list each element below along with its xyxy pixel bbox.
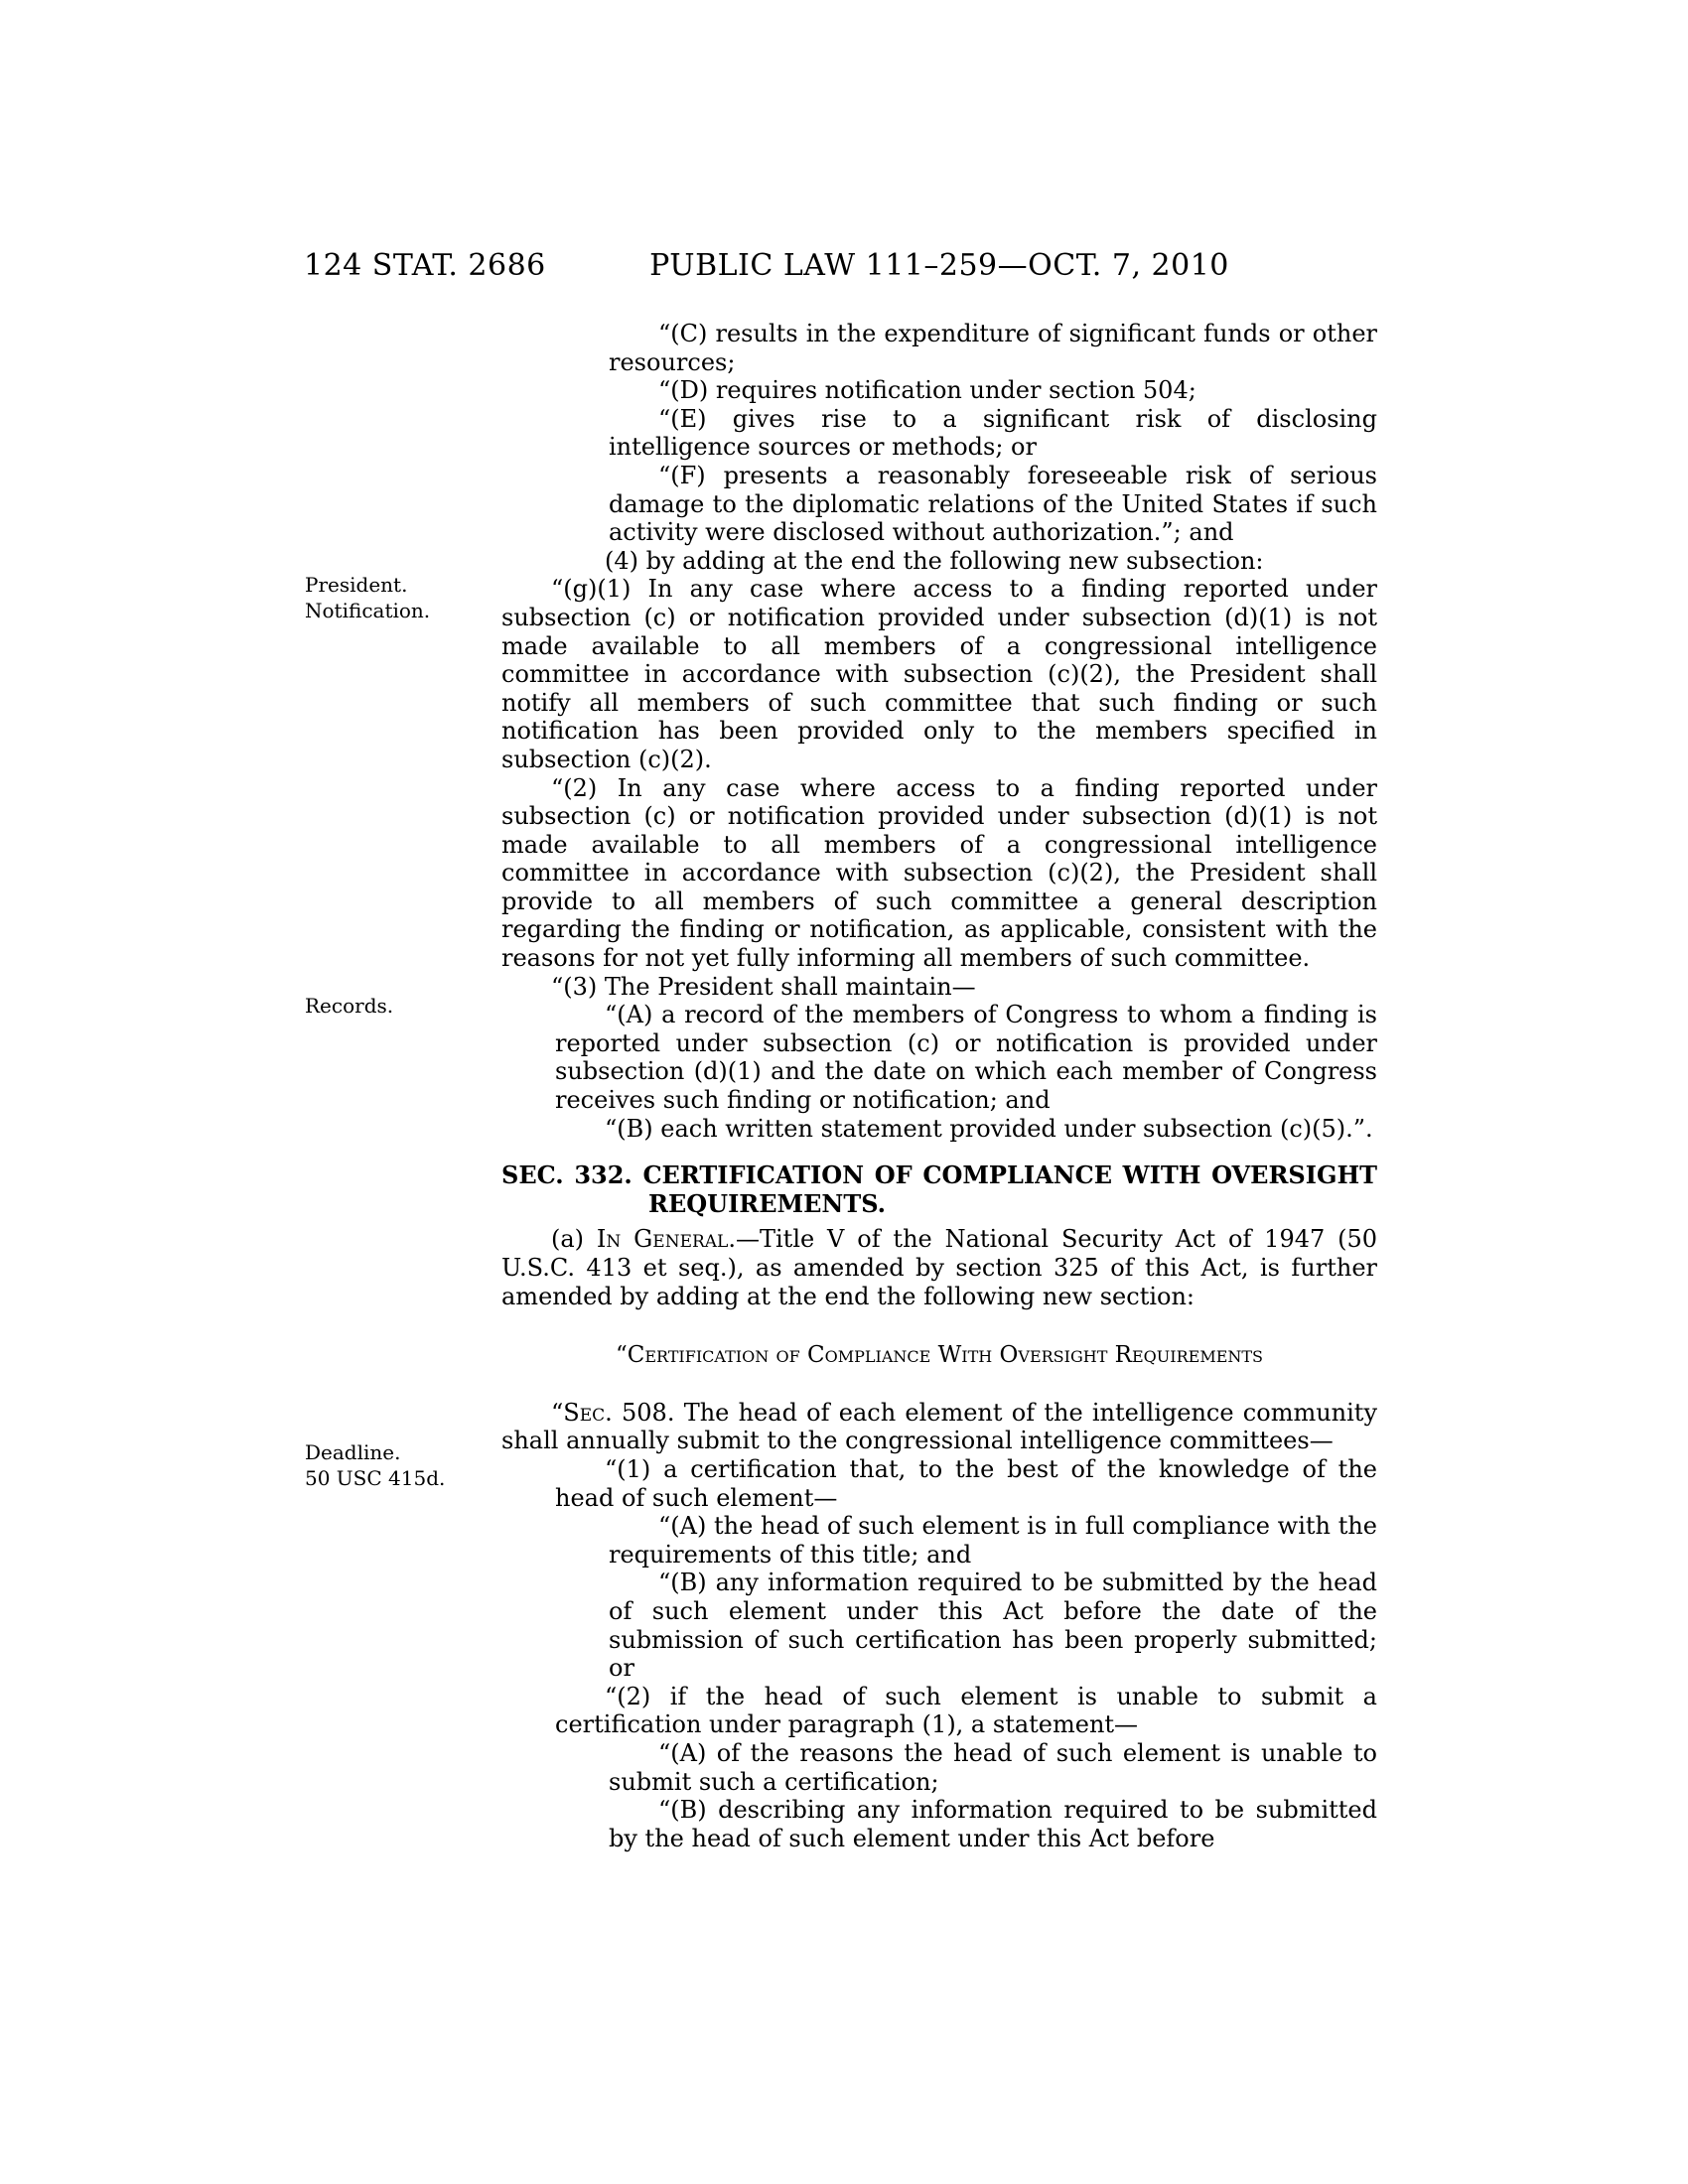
subsection-g-paragraph-2 xyxy=(501,774,1377,973)
subsection-g-paragraph-3 xyxy=(501,973,1377,1002)
text-run: Certification of Compliance With Oversight Requirements xyxy=(627,1342,1264,1369)
text-run: “(g)(1) In any case where access to a finding reported under subsection (c) or notification provided under subsection (d)(1) is not made available to all members of a congressional intelligence committee in accordance with subsection (c)(2), the President shall notify all members of such committee that such finding or such notification has been provided only to the members specified in subsection (c)(2). xyxy=(501,575,1377,773)
text-run: “ xyxy=(615,1342,628,1369)
text-run: The head of each element of the intelligence community shall annually submit to the congressional intelligence committees— xyxy=(501,1398,1377,1455)
text-run: SEC. 332. CERTIFICATION OF COMPLIANCE WITH OVERSIGHT REQUIREMENTS. xyxy=(501,1160,1377,1218)
text-run: “(3) The President shall maintain— xyxy=(551,972,976,1001)
margin-note-line: Deadline. xyxy=(305,1440,401,1464)
page-number: 124 STAT. 2686 xyxy=(304,248,546,283)
text-run: “ xyxy=(551,1398,564,1427)
subparagraph-F xyxy=(609,462,1377,547)
text-run: “(A) of the reasons the head of such element is unable to submit such a certification; xyxy=(609,1738,1377,1796)
margin-note-line: President. xyxy=(305,573,408,597)
subsection-a-in-general xyxy=(501,1225,1377,1310)
text-run: (a) xyxy=(551,1225,597,1254)
subsection-g-paragraph-1 xyxy=(501,575,1377,773)
text-run: “(B) describing any information required to be submitted by the head of such element under this Act before xyxy=(609,1796,1377,1852)
sec-508-2-subparagraph-B xyxy=(609,1796,1377,1852)
law-title: PUBLIC LAW 111–259—OCT. 7, 2010 xyxy=(649,248,1229,283)
margin-note-line: Records. xyxy=(305,994,394,1018)
subparagraph-D xyxy=(609,376,1377,405)
text-run: “(2) In any case where access to a finding reported under subsection (c) or notification provided under subsection (d)(1) is not made available to all members of a congressional intelligence committee in accordance with subsection (c)(2), the President shall provide to all members of such committee a general description regarding the finding or notification, as applicable, consistent with the reasons for not yet fully informing all members of such committee. xyxy=(501,773,1377,973)
text-run: “(A) a record of the members of Congress to whom a finding is reported under subsection (c) or notification is provided under subsection (d)(1) and the date on which each member of Congress receives such finding or notification; and xyxy=(555,1001,1377,1115)
text-run: “(E) gives rise to a significant risk of disclosing intelligence sources or methods; or xyxy=(609,404,1377,462)
subparagraph-B-statement xyxy=(555,1115,1377,1144)
quoted-section-heading xyxy=(501,1341,1377,1370)
text-run: “(C) results in the expenditure of significant funds or other resources; xyxy=(609,320,1377,376)
sec-508-paragraph-2 xyxy=(555,1683,1377,1739)
sec-508-1-subparagraph-A xyxy=(609,1512,1377,1569)
margin-note-line: 50 USC 415d. xyxy=(305,1466,446,1490)
text-run: “(D) requires notification under section 504; xyxy=(658,376,1196,405)
subparagraph-E xyxy=(609,405,1377,462)
body-column xyxy=(501,320,1377,1852)
margin-note-deadline xyxy=(305,1439,498,1491)
margin-note-records xyxy=(305,993,498,1019)
text-run: “(1) a certification that, to the best of the knowledge of the head of such element— xyxy=(555,1454,1377,1512)
text-run: .—Title V of the National Security Act of 1947 (50 U.S.C. 413 et seq.), as amended by section 325 of this Act, is further amended by adding at the end the following new section: xyxy=(501,1225,1378,1310)
text-run: “(A) the head of such element is in full compliance with the requirements of this title; and xyxy=(609,1512,1377,1569)
subparagraph-A-record xyxy=(555,1001,1377,1114)
text-run: “(B) any information required to be submitted by the head of such element under this Act before the date of the submission of such certification has been properly submitted; or xyxy=(609,1569,1377,1683)
text-run: (4) by adding at the end the following new subsection: xyxy=(605,546,1264,575)
text-run: “(2) if the head of such element is unable to submit a certification under paragraph (1), a statement— xyxy=(555,1682,1377,1739)
amendment-clause-4 xyxy=(555,547,1377,576)
text-run: In General xyxy=(596,1225,729,1254)
margin-note-line: Notification. xyxy=(305,599,431,622)
sec-508-2-subparagraph-A xyxy=(609,1739,1377,1796)
text-run: Sec. 508. xyxy=(563,1398,675,1427)
text-run: “(B) each written statement provided under subsection (c)(5).”. xyxy=(605,1114,1373,1143)
text-run: “(F) presents a reasonably foreseeable risk of serious damage to the diplomatic relations of the United States if such activity were disclosed without authorization.”; and xyxy=(609,461,1377,547)
subparagraph-C xyxy=(609,320,1377,376)
sec-508-paragraph-1 xyxy=(555,1455,1377,1512)
sec-508-1-subparagraph-B xyxy=(609,1569,1377,1682)
margin-note-president-notification xyxy=(305,572,498,623)
section-332-heading xyxy=(501,1160,1377,1218)
sec-508-opening xyxy=(501,1399,1377,1455)
